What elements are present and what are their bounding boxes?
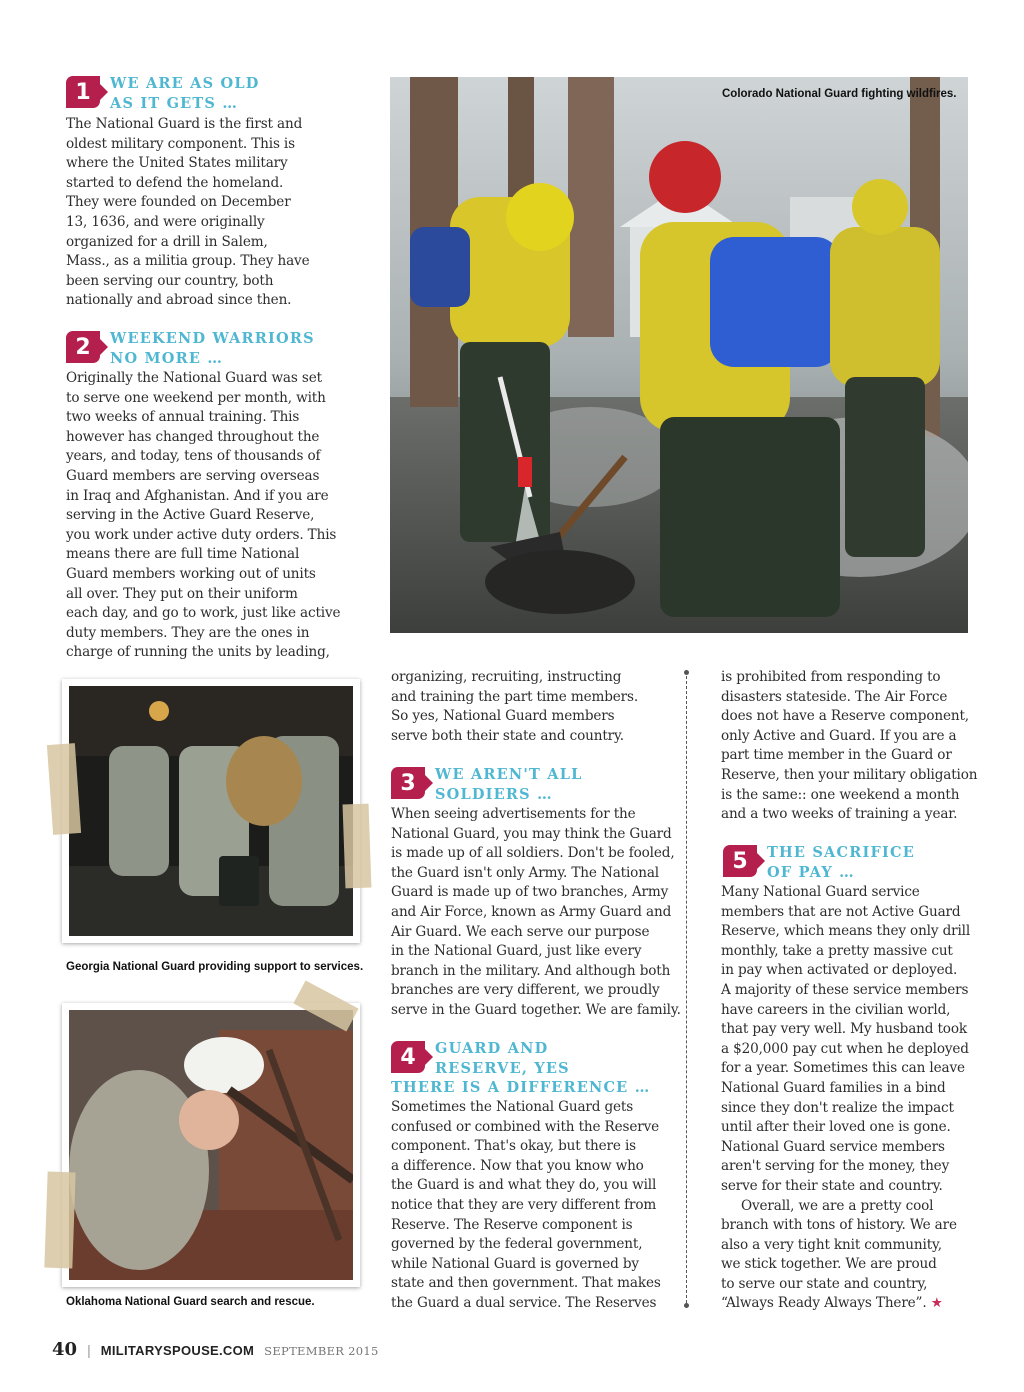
text-line: means there are full time National <box>66 546 300 563</box>
page-number: 40 <box>52 1339 78 1360</box>
text-line: is made up of all soldiers. Don't be fooled, <box>391 845 675 862</box>
section-1-heading <box>110 74 260 113</box>
text-line: charge of running the units by leading, <box>66 644 330 661</box>
text-line: National Guard families in a bind <box>721 1079 946 1096</box>
text-line: until after their loved one is gone. <box>721 1119 951 1136</box>
oklahoma-photo <box>69 1010 353 1280</box>
section-3-heading <box>435 765 583 804</box>
text-line: branch in the military. And although both <box>391 962 671 979</box>
section-4-heading-line1: GUARD AND <box>435 1040 549 1057</box>
section-2-heading <box>110 329 315 368</box>
text-line: Many National Guard service <box>721 884 920 900</box>
text-line: National Guard service members <box>721 1138 945 1155</box>
text-line: all over. They put on their uniform <box>66 585 298 602</box>
text-line: serve both their state and country. <box>391 727 624 744</box>
text-line: and training the part time members. <box>391 688 639 705</box>
text-line: serving in the Active Guard Reserve, <box>66 507 315 524</box>
text-line: Overall, we are a pretty cool <box>741 1197 934 1214</box>
text-line: organizing, recruiting, instructing <box>391 669 622 685</box>
text-line: branches are very different, we proudly <box>391 982 660 999</box>
section-1-heading-line2: AS IT GETS … <box>110 94 239 112</box>
text-line: in pay when activated or deployed. <box>721 962 958 979</box>
text-line: Guard members are serving overseas <box>66 467 320 484</box>
text-line: “Always Ready Always There”. <box>721 1295 927 1312</box>
georgia-photo-frame <box>62 679 360 943</box>
section-3-number-badge: 3 <box>391 767 425 799</box>
section-4-heading-line3: THERE IS A DIFFERENCE … <box>391 1079 651 1096</box>
divider-dot-top <box>684 670 689 675</box>
text-line: Reserve. The Reserve component is <box>391 1216 633 1233</box>
text-line: confused or combined with the Reserve <box>391 1118 660 1135</box>
footer-date: SEPTEMBER 2015 <box>264 1344 379 1358</box>
page-footer <box>52 1339 379 1360</box>
text-line: 13, 1636, and were originally <box>66 213 265 230</box>
text-line: Originally the National Guard was set <box>66 370 322 386</box>
closing-last-line <box>721 1294 991 1314</box>
section-5-heading <box>767 843 915 882</box>
text-line: each day, and go to work, just like active <box>66 605 341 622</box>
text-line: and Air Force, known as Army Guard and <box>391 903 672 920</box>
tape-decoration <box>44 1172 75 1269</box>
text-line: a $20,000 pay cut when he deployed <box>721 1040 969 1057</box>
text-line: National Guard, you may think the Guard <box>391 825 672 842</box>
text-line: to serve our state and country, <box>721 1275 928 1292</box>
section-5-heading-line2: OF PAY … <box>767 863 855 881</box>
section-1-number-badge: 1 <box>66 76 100 108</box>
oklahoma-photo-frame <box>62 1003 360 1287</box>
text-line: aren't serving for the money, they <box>721 1158 950 1175</box>
text-line: have careers in the civilian world, <box>721 1001 951 1018</box>
text-line: branch with tons of history. We are <box>721 1217 957 1234</box>
footer-site: MILITARYSPOUSE.COM <box>100 1343 255 1358</box>
text-line: the Guard isn't only Army. The National <box>391 864 659 881</box>
text-line: is the same:: one weekend a month <box>721 786 960 803</box>
section-3-body <box>391 805 681 1021</box>
section-3-heading-line2: SOLDIERS … <box>435 785 553 803</box>
text-line: serve in the Guard together. We are family. <box>391 1001 681 1018</box>
section-1-heading-line1: WE ARE AS OLD <box>110 75 260 92</box>
text-line: Sometimes the National Guard gets <box>391 1099 634 1115</box>
section-4-body-continued <box>721 668 991 825</box>
text-line: The National Guard is the first and <box>66 116 303 132</box>
section-4-number-badge: 4 <box>391 1041 425 1073</box>
text-line: two weeks of annual training. This <box>66 409 300 426</box>
text-line: Guard is made up of two branches, Army <box>391 884 669 901</box>
text-line: and a two weeks of training a year. <box>721 806 958 823</box>
text-line: A majority of these service members <box>721 981 969 998</box>
text-line: only Active and Guard. If you are a <box>721 727 957 744</box>
section-4-heading <box>435 1039 570 1078</box>
text-line: to serve one weekend per month, with <box>66 389 326 406</box>
section-4-body <box>391 1098 681 1314</box>
text-line: since they don't realize the impact <box>721 1099 954 1116</box>
text-line: So yes, National Guard members <box>391 708 615 725</box>
tape-decoration <box>343 804 372 889</box>
text-line: you work under active duty orders. This <box>66 526 337 543</box>
text-line: part time member in the Guard or <box>721 747 952 764</box>
text-line: monthly, take a pretty massive cut <box>721 942 953 959</box>
section-2-heading-line1: WEEKEND WARRIORS <box>110 330 315 347</box>
section-2-heading-line2: NO MORE … <box>110 349 224 367</box>
text-line: does not have a Reserve component, <box>721 708 969 725</box>
georgia-photo <box>69 686 353 936</box>
text-line: Air Guard. We each serve our purpose <box>391 923 650 940</box>
text-line: however has changed throughout the <box>66 428 320 445</box>
text-line: members that are not Active Guard <box>721 903 961 920</box>
text-line: oldest military component. This is <box>66 135 295 152</box>
column-divider <box>686 676 687 1308</box>
text-line: Reserve, which means they only drill <box>721 923 971 940</box>
georgia-photo-illustration <box>69 686 353 936</box>
section-2-number-badge: 2 <box>66 331 100 363</box>
section-2-body <box>66 369 366 663</box>
text-line: that pay very well. My husband took <box>721 1021 967 1038</box>
footer-separator: | <box>87 1342 91 1358</box>
text-line: notice that they are very different from <box>391 1196 657 1213</box>
oklahoma-photo-caption: Oklahoma National Guard search and rescue. <box>66 1296 315 1308</box>
text-line: Guard members working out of units <box>66 565 316 582</box>
text-line: state and then government. That makes <box>391 1275 661 1292</box>
text-line: where the United States military <box>66 155 288 172</box>
section-1-body <box>66 115 366 311</box>
text-line: the Guard a dual service. The Reserves <box>391 1294 657 1311</box>
text-line: been serving our country, both <box>66 272 274 289</box>
section-5-heading-line1: THE SACRIFICE <box>767 844 915 861</box>
text-line: nationally and abroad since then. <box>66 292 292 309</box>
section-2-body-continued <box>391 668 676 746</box>
text-line: started to defend the homeland. <box>66 174 284 191</box>
section-5-number-badge: 5 <box>723 845 757 877</box>
text-line: Mass., as a militia group. They have <box>66 253 310 270</box>
text-line: They were founded on December <box>66 194 291 211</box>
main-photo-wildfire <box>390 77 968 633</box>
text-line: the Guard is and what they do, you will <box>391 1177 657 1194</box>
text-line: component. That's okay, but there is <box>391 1138 636 1155</box>
section-3-heading-line1: WE AREN'T ALL <box>435 766 583 783</box>
section-5-body <box>721 883 991 1314</box>
text-line: also a very tight knit community, <box>721 1236 942 1253</box>
text-line: When seeing advertisements for the <box>391 806 636 822</box>
text-line: in the National Guard, just like every <box>391 943 642 960</box>
divider-dot-bottom <box>684 1303 689 1308</box>
text-line: is prohibited from responding to <box>721 669 941 685</box>
text-line: years, and today, tens of thousands of <box>66 448 321 465</box>
text-line: serve for their state and country. <box>721 1177 943 1194</box>
text-line: Reserve, then your military obligation <box>721 766 978 783</box>
georgia-photo-caption: Georgia National Guard providing support to services. <box>66 961 364 973</box>
text-line: in Iraq and Afghanistan. And if you are <box>66 487 329 504</box>
oklahoma-photo-illustration <box>69 1010 353 1280</box>
text-line: disasters stateside. The Air Force <box>721 688 948 705</box>
section-4-heading-line2: RESERVE, YES <box>435 1059 570 1077</box>
text-line: organized for a drill in Salem, <box>66 233 268 250</box>
text-line: while National Guard is governed by <box>391 1255 639 1272</box>
text-line: for a year. Sometimes this can leave <box>721 1060 965 1077</box>
wildfire-photo-illustration <box>390 77 968 633</box>
text-line: governed by the federal government, <box>391 1236 643 1253</box>
text-line: we stick together. We are proud <box>721 1256 937 1273</box>
end-star-icon: ★ <box>930 1295 943 1312</box>
text-line: duty members. They are the ones in <box>66 624 310 641</box>
text-line: a difference. Now that you know who <box>391 1157 644 1174</box>
main-photo-caption: Colorado National Guard fighting wildfires. <box>722 88 957 100</box>
